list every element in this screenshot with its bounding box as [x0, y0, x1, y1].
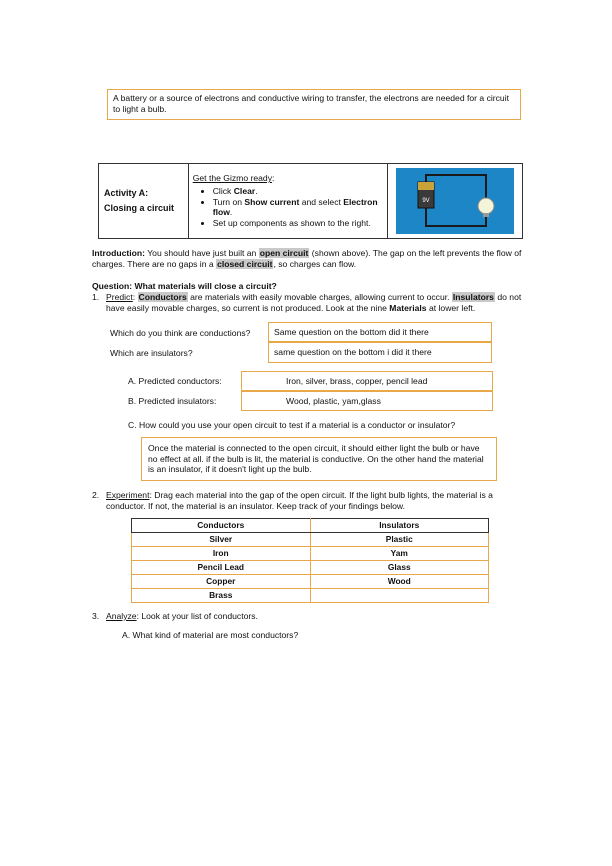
question-c-answer-box[interactable]: [141, 437, 497, 481]
step-show-current: • Turn on Show current and select Electron flow.: [213, 197, 383, 218]
conductors-answer-field[interactable]: [268, 322, 492, 342]
introduction-label: Introduction:: [92, 248, 145, 258]
gizmo-steps-list: [193, 186, 383, 229]
q2-paragraph: [106, 490, 522, 511]
activity-instructions-cell: [188, 164, 387, 239]
conductors-question: Which do you think are conductions?: [110, 328, 251, 338]
battery-label: 9V: [422, 198, 430, 204]
insulators-answer-text: same question on the bottom i did it there: [274, 347, 432, 357]
activity-label-cell: [99, 164, 189, 239]
conductor-cell[interactable]: Silver: [132, 533, 311, 547]
q3-paragraph: [106, 611, 258, 622]
predicted-conductors-field[interactable]: [241, 371, 493, 391]
predicted-insulators-label: B. Predicted insulators:: [128, 396, 217, 406]
closed-circuit-highlight: closed circuit: [217, 258, 273, 269]
experiment-label: Experiment: [106, 490, 150, 500]
insulators-answer-field[interactable]: [268, 342, 492, 363]
table-row: [132, 575, 489, 589]
materials-bold: Materials: [389, 302, 427, 313]
insulator-cell[interactable]: Wood: [310, 575, 489, 589]
step-click-clear: • Click Clear.: [213, 186, 383, 197]
table-row: [132, 561, 489, 575]
activity-table: [98, 163, 523, 239]
activity-subtitle: Closing a circuit: [104, 203, 175, 213]
analyze-label: Analyze: [106, 611, 137, 621]
insulator-cell[interactable]: Glass: [310, 561, 489, 575]
top-answer-text: A battery or a source of electrons and conductive wiring to transfer, the electrons are needed for a circuit to light a bulb.: [113, 93, 510, 114]
insulator-cell[interactable]: Yam: [310, 547, 489, 561]
intro-text-1: You should have just built an: [144, 248, 259, 258]
open-circuit-image: [396, 168, 514, 234]
conductors-highlight: Conductors: [138, 292, 187, 302]
conductor-cell[interactable]: Pencil Lead: [132, 561, 311, 575]
question-heading: Question: What materials will close a circuit?: [92, 281, 277, 291]
insulator-cell[interactable]: [310, 589, 489, 603]
insulators-header: Insulators: [310, 519, 489, 533]
q1-paragraph: Predict: Conductors are materials with easily movable charges, allowing current to occur. Insulators do not have easily movable charges, so current is not produced. Look at the nine Materials at lower left.: [106, 292, 522, 313]
step-setup-components: • Set up components as shown to the right.: [213, 218, 383, 229]
top-answer-box[interactable]: [107, 89, 521, 120]
conductors-answer-text: Same question on the bottom did it there: [274, 327, 429, 337]
insulator-cell[interactable]: Plastic: [310, 533, 489, 547]
predicted-insulators-value: Wood, plastic, yam,glass: [286, 396, 381, 406]
q3-text: : Look at your list of conductors.: [136, 611, 258, 621]
conductor-cell[interactable]: Copper: [132, 575, 311, 589]
question-c: C. How could you use your open circuit to test if a material is a conductor or insulator?: [128, 420, 456, 430]
intro-text-2: (shown above). The gap on the left prevents the flow of charges. There are no gaps in a: [92, 248, 522, 269]
insulators-question: Which are insulators?: [110, 348, 193, 358]
gizmo-ready-colon: :: [272, 173, 275, 184]
table-row: [132, 547, 489, 561]
introduction-paragraph: [92, 248, 524, 269]
conductor-cell[interactable]: Iron: [132, 547, 311, 561]
question-3a: A. What kind of material are most conductors?: [122, 630, 299, 640]
insulators-highlight: Insulators: [452, 292, 494, 302]
q3-number: 3.: [92, 611, 100, 621]
conductor-cell[interactable]: Brass: [132, 589, 311, 603]
conductors-header: Conductors: [132, 519, 311, 533]
circuit-diagram-icon: [396, 168, 514, 234]
predicted-conductors-label: A. Predicted conductors:: [128, 376, 222, 386]
table-row: [132, 589, 489, 603]
intro-text-3: , so charges can flow.: [273, 258, 357, 269]
gizmo-ready-heading: Get the Gizmo ready: [192, 173, 272, 184]
question-c-answer-text: Once the material is connected to the open circuit, it should either light the bulb or have no effect at all. if the bulb is lit, the material is conductive. On the other hand the material is an insulator, if it doesn't light up the bulb.: [148, 443, 484, 475]
table-row: [132, 533, 489, 547]
activity-title: Activity A:: [104, 187, 149, 198]
predict-label: Predict: [106, 292, 133, 302]
predicted-insulators-field[interactable]: [241, 391, 493, 411]
open-circuit-highlight: open circuit: [259, 248, 309, 258]
results-table: [131, 518, 489, 603]
q2-number: 2.: [92, 490, 100, 500]
predicted-conductors-value: Iron, silver, brass, copper, pencil lead: [286, 376, 428, 386]
results-header-row: [132, 519, 489, 533]
circuit-image-cell: [388, 164, 523, 239]
q1-number: 1.: [92, 292, 100, 302]
q2-text: : Drag each material into the gap of the open circuit. If the light bulb lights, the material is a conductor. If not, the material is an insulator. Keep track of your findings below.: [106, 490, 493, 511]
